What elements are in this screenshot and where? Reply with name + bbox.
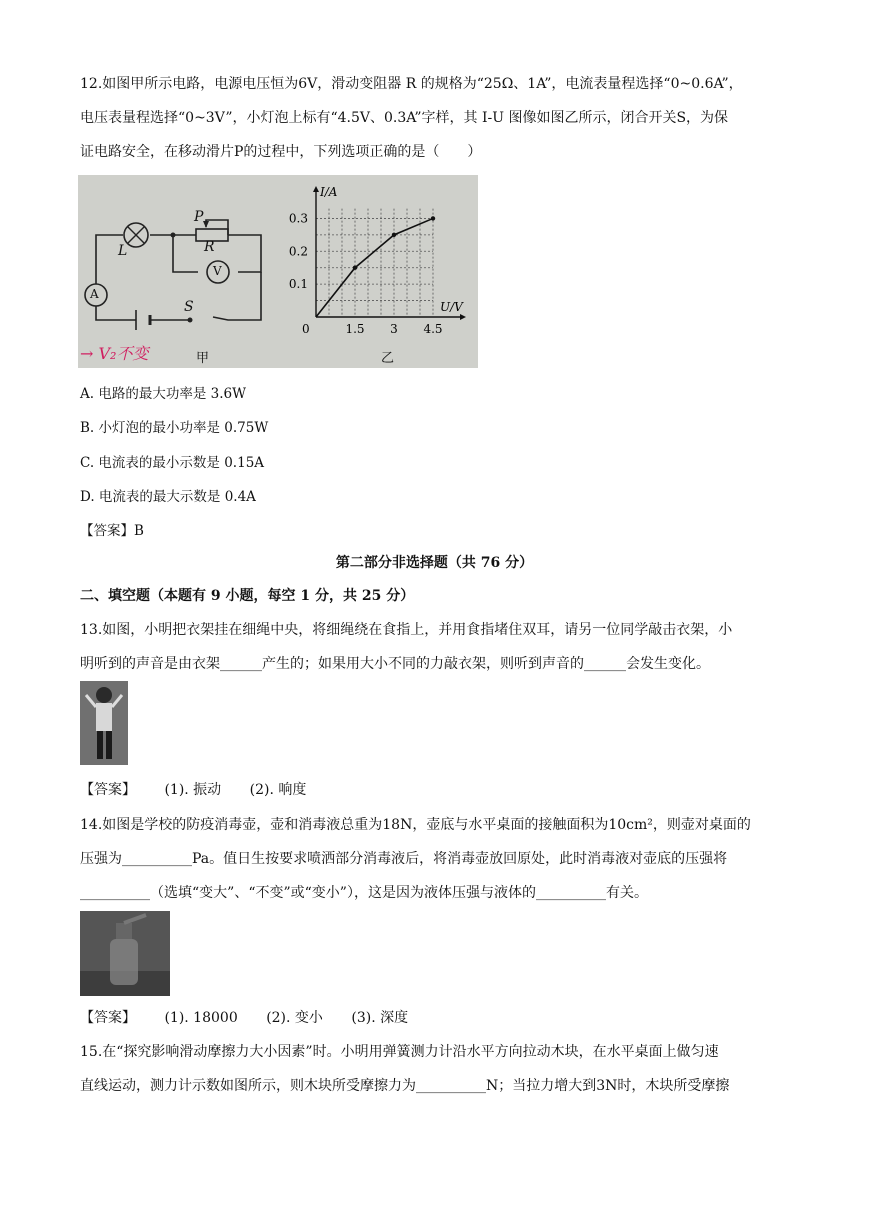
- section2-title: 二、填空题（本题有 9 小题，每空 1 分，共 25 分）: [80, 588, 415, 604]
- q15-line-2: 直线运动，测力计示数如图所示，则木块所受摩擦力为__________N；当拉力增大到3N时，木块所受摩擦: [80, 1078, 730, 1094]
- iu-point: [353, 266, 357, 270]
- q14-line-1: 14.如图是学校的防疫消毒壶，壶和消毒液总重为18N，壶底与水平桌面的接触面积为10cm²，则壶对桌面的: [80, 817, 751, 833]
- caption-yi: 乙: [381, 351, 395, 366]
- q13-answer-label: 【答案】: [80, 782, 136, 798]
- q14-answer-label: 【答案】: [80, 1010, 136, 1026]
- q13-answer-1: (1). 振动: [164, 782, 222, 798]
- q13-line-2: 明听到的声音是由衣架______产生的；如果用大小不同的力敲衣架，则听到声音的______会发生变化。: [80, 656, 710, 672]
- iu-point: [431, 216, 435, 220]
- q14-answer-1: (1). 18000: [164, 1010, 238, 1026]
- q12-answer: 【答案】B: [80, 523, 144, 539]
- q13-answer-2: (2). 响度: [249, 782, 307, 798]
- option-c: C. 电流表的最小示数是 0.15A: [80, 455, 265, 471]
- switch-symbol: [188, 318, 193, 323]
- slider-arrow-icon: [203, 221, 209, 228]
- q14-answer-3: (3). 深度: [351, 1010, 409, 1026]
- q12-figure: [78, 175, 478, 368]
- q12-line-2: 电压表量程选择“0~3V”，小灯泡上标有“4.5V、0.3A”字样，其 I-U 图像如图乙所示，闭合开关S，为保: [80, 110, 729, 126]
- switch-label: S: [184, 299, 194, 315]
- q13-photo: [80, 681, 128, 765]
- iu-point: [392, 233, 396, 237]
- lamp-symbol: [124, 223, 148, 247]
- lamp-label: L: [118, 243, 128, 259]
- q15-line-1: 15.在“探究影响滑动摩擦力大小因素”时。小明用弹簧测力计沿水平方向拉动木块，在水平桌面上做匀速: [80, 1044, 719, 1060]
- y-tick-label: 0.2: [288, 244, 308, 259]
- x-tick-label: 4.5: [423, 322, 443, 336]
- q12-line-3: 证电路安全，在移动滑片P的过程中，下列选项正确的是（ ）: [80, 144, 482, 160]
- x-axis-arrow-icon: [460, 314, 466, 320]
- y-axis-arrow-icon: [313, 186, 319, 192]
- option-d: D. 电流表的最大示数是 0.4A: [80, 489, 256, 505]
- option-b: B. 小灯泡的最小功率是 0.75W: [80, 420, 269, 436]
- q14-answer-2: (2). 变小: [266, 1010, 323, 1026]
- q12-line-1: 12.如图甲所示电路，电源电压恒为6V，滑动变阻器 R 的规格为“25Ω、1A”，电流表量程选择“0~0.6A”，: [80, 76, 743, 92]
- iu-graph: [278, 175, 478, 368]
- x-tick-label: 1.5: [345, 322, 365, 336]
- q14-photo: [80, 911, 170, 996]
- caption-jia: 甲: [196, 351, 210, 366]
- handwritten-note: → V₂不变: [80, 344, 149, 363]
- q13-answer-row: [80, 780, 306, 800]
- y-tick-label: 0.1: [288, 277, 308, 292]
- ammeter-label: A: [90, 287, 99, 301]
- voltmeter-label: V: [213, 264, 222, 278]
- x-tick-label: 3: [390, 322, 398, 336]
- x-axis-label: U/V: [440, 300, 463, 314]
- origin-label: 0: [302, 322, 310, 336]
- rheostat-label: R: [204, 239, 215, 255]
- part2-title: 第二部分非选择题（共 76 分）: [335, 555, 534, 571]
- slider-label: P: [194, 209, 204, 225]
- y-axis-label: I/A: [320, 185, 338, 199]
- battery-symbol: [136, 310, 150, 330]
- q13-line-1: 13.如图，小明把衣架挂在细绳中央，将细绳绕在食指上，并用食指堵住双耳，请另一位同学敲击衣架，小: [80, 622, 733, 638]
- q14-line-3: __________（选填“变大”、“不变”或“变小”），这是因为液体压强与液体的__________有关。: [80, 885, 648, 901]
- q14-answer-row: [80, 1008, 408, 1028]
- y-tick-label: 0.3: [288, 211, 308, 226]
- option-a: A. 电路的最大功率是 3.6W: [80, 386, 246, 402]
- q14-line-2: 压强为__________Pa。值日生按要求喷洒部分消毒液后，将消毒壶放回原处，此时消毒液对壶底的压强将: [80, 851, 728, 867]
